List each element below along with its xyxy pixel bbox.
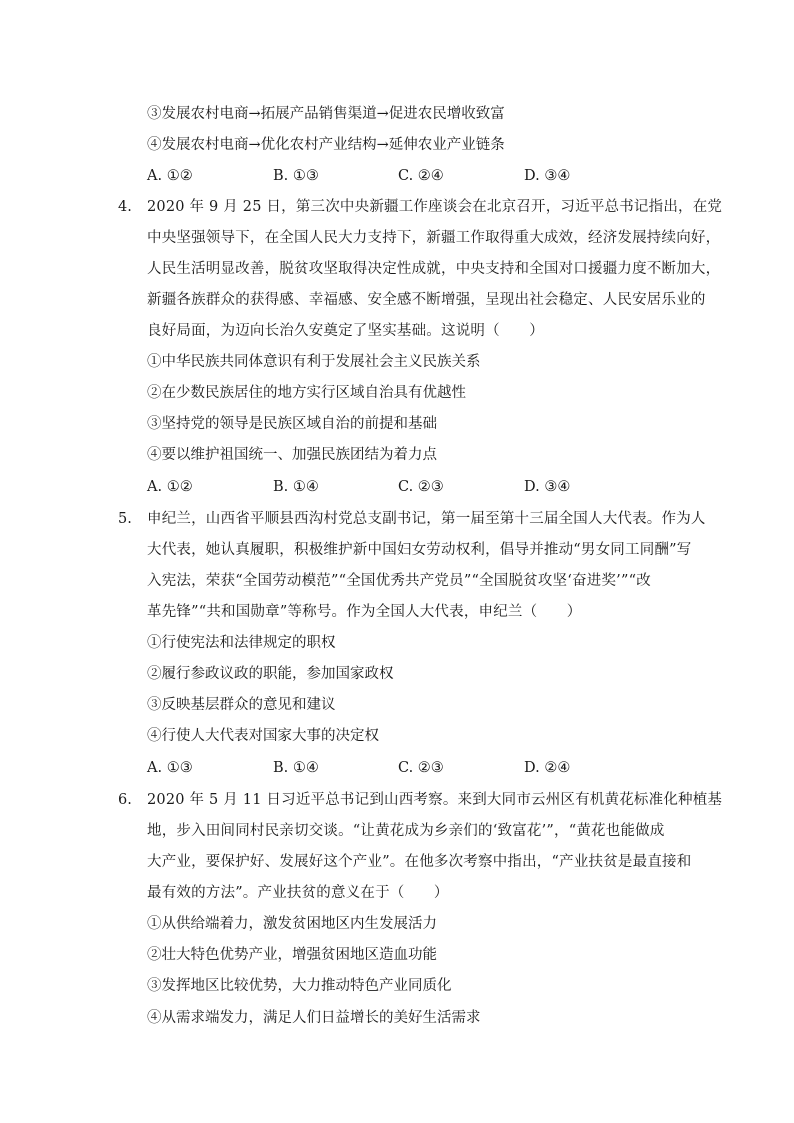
q5-option-b: B. ①④ <box>273 760 319 776</box>
q5-option-d: D. ②④ <box>524 760 571 776</box>
q4-stem-line-3: 人民生活明显改善，脱贫攻坚取得决定性成就，中央支持和全国对口援疆力度不断加大， <box>147 261 721 277</box>
q6-statement-1: ①从供给端着力，激发贫困地区内生发展活力 <box>147 916 437 932</box>
q3-statement-3: ③发展农村电商→拓展产品销售渠道→促进农民增收致富 <box>147 106 505 122</box>
q5-stem-line-3: 入宪法，荣获“全国劳动模范”“全国优秀共产党员”“全国脱贫攻坚‘奋进奖’”“改 <box>147 573 651 589</box>
q6-statement-2: ②壮大特色优势产业，增强贫困地区造血功能 <box>147 947 437 963</box>
q6-number: 6. <box>118 792 132 808</box>
q3-option-b: B. ①③ <box>273 168 319 184</box>
q5-statement-1: ①行使宪法和法律规定的职权 <box>147 635 336 651</box>
q6-statement-3: ③发挥地区比较优势，大力推动特色产业同质化 <box>147 978 452 994</box>
q4-stem-line-4: 新疆各族群众的获得感、幸福感、安全感不断增强，呈现出社会稳定、人民安居乐业的 <box>147 292 706 308</box>
q5-stem-line-2: 大代表，她认真履职，积极维护新中国妇女劳动权利，倡导并推动“男女同工同酬”写 <box>147 542 692 558</box>
q4-statement-1: ①中华民族共同体意识有利于发展社会主义民族关系 <box>147 354 481 370</box>
q5-statement-4: ④行使人大代表对国家大事的决定权 <box>147 728 379 744</box>
q4-statement-3: ③坚持党的领导是民族区域自治的前提和基础 <box>147 416 437 432</box>
q5-option-a: A. ①③ <box>147 760 193 776</box>
q3-option-d: D. ③④ <box>524 168 571 184</box>
q4-option-d: D. ③④ <box>524 479 571 495</box>
q5-stem-line-1: 申纪兰，山西省平顺县西沟村党总支副书记，第一届至第十三届全国人大代表。作为人 <box>147 511 706 527</box>
q4-statement-4: ④要以维护祖国统一、加强民族团结为着力点 <box>147 447 437 463</box>
q3-option-a: A. ①② <box>147 168 193 184</box>
q6-stem-line-3: 大产业，要保护好、发展好这个产业”。在他多次考察中指出，“产业扶贫是最直接和 <box>147 854 692 870</box>
q4-stem-line-1: 2020 年 9 月 25 日，第三次中央新疆工作座谈会在北京召开，习近平总书记指出，在党 <box>147 199 723 215</box>
q5-statement-3: ③反映基层群众的意见和建议 <box>147 697 336 713</box>
q3-option-c: C. ②④ <box>398 168 444 184</box>
q4-stem-line-2: 中央坚强领导下，在全国人民大力支持下，新疆工作取得重大成效，经济发展持续向好， <box>147 230 721 246</box>
q5-stem-line-4: 革先锋”“共和国勋章”等称号。作为全国人大代表，申纪兰（ ） <box>147 604 582 620</box>
q5-option-c: C. ②③ <box>398 760 444 776</box>
q6-stem-line-4: 最有效的方法”。产业扶贫的意义在于（ ） <box>147 885 449 901</box>
q4-option-b: B. ①④ <box>273 479 319 495</box>
q5-number: 5. <box>118 511 132 527</box>
q3-statement-4: ④发展农村电商→优化农村产业结构→延伸农业产业链条 <box>147 137 505 153</box>
q4-option-a: A. ①② <box>147 479 193 495</box>
q6-stem-line-1: 2020 年 5 月 11 日习近平总书记到山西考察。来到大同市云州区有机黄花标准化种植基 <box>147 792 723 808</box>
q6-statement-4: ④从需求端发力，满足人们日益增长的美好生活需求 <box>147 1010 481 1026</box>
q6-stem-line-2: 地，步入田间同村民亲切交谈。“让黄花成为乡亲们的‘致富花’”，“黄花也能做成 <box>147 823 665 839</box>
q4-number: 4. <box>118 199 132 215</box>
q4-option-c: C. ②③ <box>398 479 444 495</box>
q5-statement-2: ②履行参政议政的职能，参加国家政权 <box>147 666 394 682</box>
q4-statement-2: ②在少数民族居住的地方实行区域自治具有优越性 <box>147 385 466 401</box>
q4-stem-line-5: 良好局面，为迈向长治久安奠定了坚实基础。这说明（ ） <box>147 323 544 339</box>
